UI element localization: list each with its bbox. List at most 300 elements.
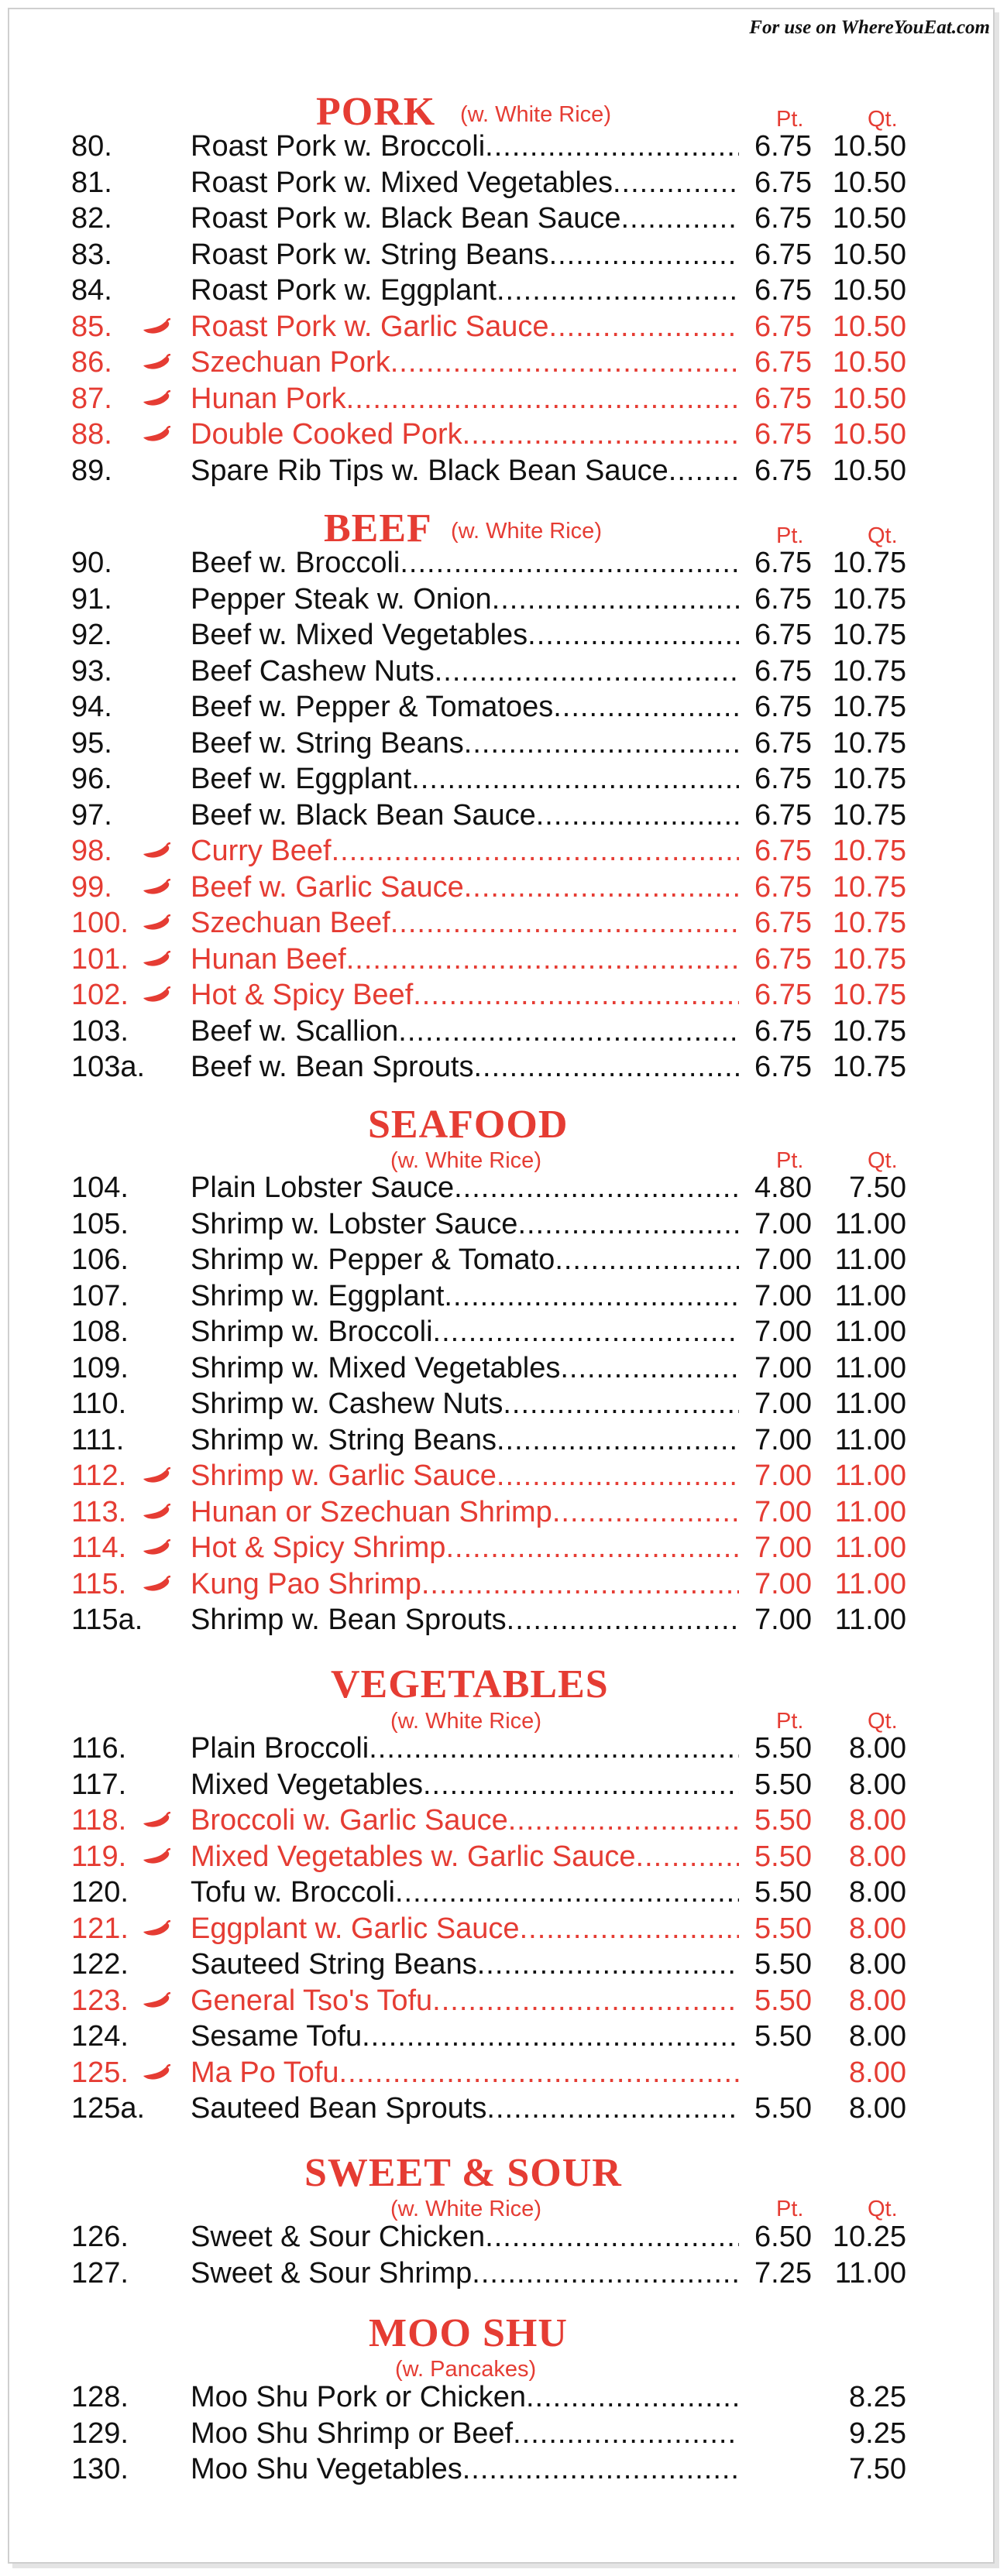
item-name-leader bbox=[191, 761, 739, 797]
section-title: VEGETABLES bbox=[331, 1662, 609, 1706]
price-quart: 8.00 bbox=[849, 2020, 906, 2053]
price-quart: 8.00 bbox=[849, 1732, 906, 1765]
price-pint: 6.75 bbox=[754, 979, 812, 1011]
menu-item[interactable] bbox=[0, 1014, 1007, 1049]
item-name: Mixed Vegetables w. Garlic Sauce bbox=[191, 1840, 636, 1873]
item-number: 115a. bbox=[71, 1604, 143, 1636]
item-number: 80. bbox=[71, 130, 112, 163]
item-name: Shrimp w. Cashew Nuts bbox=[191, 1387, 504, 1420]
menu-item[interactable] bbox=[0, 833, 1007, 869]
price-quart: 10.50 bbox=[832, 310, 906, 343]
menu-item[interactable] bbox=[0, 942, 1007, 977]
price-pint: 5.50 bbox=[754, 1768, 812, 1801]
item-name: Shrimp w. String Beans bbox=[191, 1423, 497, 1456]
price-quart: 11.00 bbox=[834, 1532, 906, 1564]
menu-item[interactable] bbox=[0, 1602, 1007, 1638]
section-subtitle: (w. White Rice) bbox=[390, 1148, 541, 1173]
item-name: Eggplant w. Garlic Sauce bbox=[191, 1912, 520, 1945]
price-quart: 8.25 bbox=[849, 2381, 906, 2413]
price-pint: 7.00 bbox=[754, 1279, 812, 1312]
item-name-leader bbox=[191, 653, 739, 689]
price-quart: 11.00 bbox=[834, 1460, 906, 1492]
item-name-leader bbox=[191, 1314, 739, 1350]
price-pint: 7.00 bbox=[754, 1207, 812, 1240]
item-number: 125a. bbox=[71, 2092, 146, 2125]
chili-pepper-icon bbox=[142, 1920, 171, 1937]
menu-item[interactable] bbox=[0, 2091, 1007, 2126]
price-quart: 11.00 bbox=[834, 1351, 906, 1384]
item-number: 104. bbox=[71, 1171, 129, 1204]
price-quart: 10.50 bbox=[832, 418, 906, 451]
item-name: Shrimp w. Pepper & Tomato bbox=[191, 1243, 555, 1276]
item-name-leader bbox=[191, 1947, 739, 1982]
price-pint: 6.75 bbox=[754, 346, 812, 379]
price-quart: 10.75 bbox=[832, 979, 906, 1011]
price-quart: 10.75 bbox=[832, 726, 906, 760]
price-quart: 10.50 bbox=[832, 382, 906, 415]
menu-item[interactable] bbox=[0, 1566, 1007, 1602]
item-name-leader bbox=[191, 833, 739, 869]
item-name: Sesame Tofu bbox=[191, 2020, 363, 2053]
item-name: Pepper Steak w. Onion bbox=[191, 582, 492, 616]
item-number: 87. bbox=[71, 382, 112, 415]
item-name: Beef w. Black Bean Sauce bbox=[191, 798, 536, 832]
price-pint: 6.75 bbox=[754, 942, 812, 976]
item-name-leader bbox=[191, 273, 739, 308]
price-pint: 6.75 bbox=[754, 382, 812, 415]
price-quart: 8.00 bbox=[849, 1876, 906, 1909]
item-name-leader bbox=[191, 1875, 739, 1910]
item-number: 98. bbox=[71, 835, 112, 867]
item-name-leader bbox=[191, 345, 739, 380]
column-header-pint: Pt. bbox=[776, 1148, 804, 1173]
item-name-leader bbox=[191, 581, 739, 617]
price-pint: 7.00 bbox=[754, 1495, 812, 1528]
item-number: 94. bbox=[71, 691, 112, 723]
menu-item[interactable] bbox=[0, 725, 1007, 761]
price-pint: 6.75 bbox=[754, 238, 812, 271]
item-number: 114. bbox=[71, 1532, 127, 1564]
item-number: 116. bbox=[71, 1732, 127, 1765]
item-name: Szechuan Beef bbox=[191, 907, 390, 939]
column-header-quart: Qt. bbox=[868, 523, 898, 548]
menu-item[interactable] bbox=[0, 201, 1007, 236]
menu-item[interactable] bbox=[0, 1839, 1007, 1875]
section-subtitle: (w. White Rice) bbox=[390, 1709, 541, 1734]
chili-pepper-icon bbox=[142, 951, 171, 968]
item-name: Hot & Spicy Shrimp bbox=[191, 1532, 446, 1564]
item-number: 118. bbox=[71, 1804, 127, 1837]
price-quart: 11.00 bbox=[834, 1387, 906, 1420]
item-name-leader bbox=[191, 201, 739, 236]
price-quart: 8.00 bbox=[849, 1840, 906, 1873]
price-pint: 5.50 bbox=[754, 1840, 812, 1873]
price-pint: 7.00 bbox=[754, 1315, 812, 1348]
item-name: Sauteed Bean Sprouts bbox=[191, 2092, 487, 2125]
price-quart: 11.00 bbox=[834, 1315, 906, 1348]
item-name-leader bbox=[191, 165, 739, 201]
price-quart: 7.50 bbox=[849, 1171, 906, 1204]
price-pint: 6.75 bbox=[754, 763, 812, 795]
item-name: Sweet & Sour Chicken bbox=[191, 2221, 486, 2253]
menu-item[interactable] bbox=[0, 165, 1007, 201]
price-pint: 6.75 bbox=[754, 582, 812, 616]
price-pint: 5.50 bbox=[754, 1804, 812, 1837]
item-name: Beef Cashew Nuts bbox=[191, 654, 435, 688]
item-number: 88. bbox=[71, 418, 112, 451]
price-pint: 6.50 bbox=[754, 2221, 812, 2253]
price-quart: 10.75 bbox=[832, 907, 906, 939]
item-name-leader bbox=[191, 2219, 739, 2255]
price-pint: 7.00 bbox=[754, 1532, 812, 1564]
menu-item[interactable] bbox=[0, 2055, 1007, 2091]
item-name: Roast Pork w. Garlic Sauce bbox=[191, 310, 549, 343]
item-name: Hunan Beef bbox=[191, 942, 346, 976]
menu-item[interactable] bbox=[0, 2416, 1007, 2451]
menu-item[interactable] bbox=[0, 345, 1007, 380]
item-name-leader bbox=[191, 725, 739, 761]
item-name-leader bbox=[191, 689, 739, 725]
item-number: 100. bbox=[71, 907, 129, 939]
menu-item[interactable] bbox=[0, 581, 1007, 617]
price-quart: 11.00 bbox=[834, 1423, 906, 1456]
item-name-leader bbox=[191, 1983, 739, 2019]
item-name: Shrimp w. Lobster Sauce bbox=[191, 1207, 518, 1240]
item-number: 111. bbox=[71, 1423, 125, 1456]
price-pint: 6.75 bbox=[754, 726, 812, 760]
price-pint: 7.00 bbox=[754, 1567, 812, 1600]
item-name: Szechuan Pork bbox=[191, 346, 390, 379]
price-quart: 8.00 bbox=[849, 1804, 906, 1837]
menu-item[interactable] bbox=[0, 273, 1007, 308]
column-header-pint: Pt. bbox=[776, 2197, 804, 2221]
item-name-leader bbox=[191, 129, 739, 164]
menu-item[interactable] bbox=[0, 381, 1007, 417]
column-header-quart: Qt. bbox=[868, 107, 898, 132]
menu-item[interactable] bbox=[0, 1314, 1007, 1350]
item-number: 113. bbox=[71, 1495, 127, 1528]
item-number: 109. bbox=[71, 1351, 129, 1384]
chili-pepper-icon bbox=[142, 426, 171, 443]
item-name: Double Cooked Pork bbox=[191, 418, 462, 451]
price-pint: 5.50 bbox=[754, 2020, 812, 2053]
menu-item[interactable] bbox=[0, 453, 1007, 489]
chili-pepper-icon bbox=[142, 2064, 171, 2081]
menu-item[interactable] bbox=[0, 1242, 1007, 1278]
menu-item[interactable] bbox=[0, 1875, 1007, 1910]
item-name: Roast Pork w. Black Bean Sauce bbox=[191, 202, 621, 235]
price-quart: 10.75 bbox=[832, 619, 906, 651]
price-pint: 6.75 bbox=[754, 654, 812, 688]
menu-item[interactable] bbox=[0, 545, 1007, 581]
price-quart: 10.50 bbox=[832, 346, 906, 379]
menu-item[interactable] bbox=[0, 417, 1007, 452]
price-quart: 10.75 bbox=[832, 1014, 906, 1048]
item-number: 85. bbox=[71, 310, 112, 343]
price-pint: 6.75 bbox=[754, 166, 812, 199]
menu-item[interactable] bbox=[0, 761, 1007, 797]
menu-item[interactable] bbox=[0, 1803, 1007, 1838]
item-name: Roast Pork w. Eggplant bbox=[191, 274, 497, 307]
menu-item[interactable] bbox=[0, 1206, 1007, 1242]
item-number: 124. bbox=[71, 2020, 129, 2053]
column-header-pint: Pt. bbox=[776, 107, 804, 132]
chili-pepper-icon bbox=[142, 914, 171, 931]
price-pint: 7.00 bbox=[754, 1351, 812, 1384]
price-pint: 7.00 bbox=[754, 1604, 812, 1636]
menu-item[interactable] bbox=[0, 309, 1007, 345]
price-quart: 10.50 bbox=[832, 130, 906, 163]
price-pint: 5.50 bbox=[754, 1948, 812, 1981]
price-pint: 6.75 bbox=[754, 202, 812, 235]
price-quart: 11.00 bbox=[834, 1567, 906, 1600]
price-quart: 11.00 bbox=[834, 2256, 906, 2290]
item-name: Beef w. String Beans bbox=[191, 726, 464, 760]
price-pint: 6.75 bbox=[754, 454, 812, 487]
menu-item[interactable] bbox=[0, 870, 1007, 905]
price-quart: 11.00 bbox=[834, 1495, 906, 1528]
item-name: Beef w. Scallion bbox=[191, 1014, 399, 1048]
price-quart: 10.50 bbox=[832, 274, 906, 307]
menu-item[interactable] bbox=[0, 1170, 1007, 1206]
chili-pepper-icon bbox=[142, 1848, 171, 1865]
price-pint: 6.75 bbox=[754, 130, 812, 163]
menu-item[interactable] bbox=[0, 689, 1007, 725]
price-quart: 10.50 bbox=[832, 454, 906, 487]
item-name-leader bbox=[191, 905, 739, 941]
item-name-leader bbox=[191, 1386, 739, 1422]
menu-item[interactable] bbox=[0, 2219, 1007, 2255]
item-number: 106. bbox=[71, 1243, 129, 1276]
item-number: 112. bbox=[71, 1460, 127, 1492]
price-pint: 6.75 bbox=[754, 907, 812, 939]
item-number: 103a. bbox=[71, 1051, 146, 1083]
menu-item[interactable] bbox=[0, 1494, 1007, 1530]
price-quart: 8.00 bbox=[849, 1768, 906, 1801]
menu-item[interactable] bbox=[0, 1350, 1007, 1386]
price-pint: 6.75 bbox=[754, 798, 812, 832]
chili-pepper-icon bbox=[142, 986, 171, 1003]
item-name: Sweet & Sour Shrimp bbox=[191, 2256, 473, 2290]
section-subtitle: (w. White Rice) bbox=[390, 2197, 541, 2221]
item-name-leader bbox=[191, 2416, 739, 2451]
menu-item[interactable] bbox=[0, 1278, 1007, 1314]
item-name-leader bbox=[191, 870, 739, 905]
item-name-leader bbox=[191, 1422, 739, 1458]
menu-item[interactable] bbox=[0, 1911, 1007, 1947]
menu-item[interactable] bbox=[0, 1767, 1007, 1803]
price-quart: 10.50 bbox=[832, 166, 906, 199]
menu-item[interactable] bbox=[0, 1049, 1007, 1085]
price-pint: 6.75 bbox=[754, 418, 812, 451]
price-quart: 10.75 bbox=[832, 798, 906, 832]
price-pint: 6.75 bbox=[754, 1051, 812, 1083]
menu-item[interactable] bbox=[0, 2451, 1007, 2487]
menu-item[interactable] bbox=[0, 1530, 1007, 1566]
price-pint: 6.75 bbox=[754, 619, 812, 651]
section-subtitle: (w. Pancakes) bbox=[395, 2357, 537, 2382]
menu-item[interactable] bbox=[0, 797, 1007, 833]
item-name: Beef w. Mixed Vegetables bbox=[191, 619, 528, 651]
item-number: 97. bbox=[71, 798, 112, 832]
item-name-leader bbox=[191, 1206, 739, 1242]
column-header-pint: Pt. bbox=[776, 523, 804, 548]
chili-pepper-icon bbox=[142, 879, 171, 896]
price-pint: 6.75 bbox=[754, 835, 812, 867]
item-number: 89. bbox=[71, 454, 112, 487]
price-quart: 8.00 bbox=[849, 2092, 906, 2125]
section-subtitle: (w. White Rice) bbox=[451, 519, 602, 544]
item-name: Roast Pork w. Mixed Vegetables bbox=[191, 166, 613, 199]
price-quart: 10.75 bbox=[832, 691, 906, 723]
item-number: 83. bbox=[71, 238, 112, 271]
price-pint: 6.75 bbox=[754, 691, 812, 723]
item-name-leader bbox=[191, 1458, 739, 1494]
item-name-leader bbox=[191, 1911, 739, 1947]
item-number: 84. bbox=[71, 274, 112, 307]
menu-item[interactable] bbox=[0, 2379, 1007, 2415]
item-name-leader bbox=[191, 381, 739, 417]
item-name-leader bbox=[191, 1014, 739, 1049]
menu-item[interactable] bbox=[0, 977, 1007, 1013]
chili-pepper-icon bbox=[142, 842, 171, 859]
item-number: 120. bbox=[71, 1876, 129, 1909]
price-pint: 6.75 bbox=[754, 870, 812, 904]
item-number: 91. bbox=[71, 582, 112, 616]
menu-item[interactable] bbox=[0, 237, 1007, 273]
item-name-leader bbox=[191, 1767, 739, 1803]
item-number: 129. bbox=[71, 2417, 129, 2450]
item-number: 86. bbox=[71, 346, 112, 379]
price-quart: 10.75 bbox=[832, 763, 906, 795]
section-title: MOO SHU bbox=[369, 2311, 568, 2355]
price-quart: 10.75 bbox=[832, 1051, 906, 1083]
chili-pepper-icon bbox=[142, 318, 171, 335]
price-quart: 8.00 bbox=[849, 1912, 906, 1945]
chili-pepper-icon bbox=[142, 354, 171, 371]
item-name: Beef w. Bean Sprouts bbox=[191, 1051, 474, 1083]
chili-pepper-icon bbox=[142, 390, 171, 407]
price-quart: 10.75 bbox=[832, 870, 906, 904]
section-title: SEAFOOD bbox=[368, 1103, 569, 1147]
price-quart: 10.75 bbox=[832, 654, 906, 688]
item-name-leader bbox=[191, 942, 739, 977]
item-number: 93. bbox=[71, 654, 112, 688]
price-quart: 11.00 bbox=[834, 1207, 906, 1240]
item-name: Tofu w. Broccoli bbox=[191, 1876, 395, 1909]
item-number: 130. bbox=[71, 2453, 129, 2485]
item-name: Moo Shu Shrimp or Beef bbox=[191, 2417, 514, 2450]
item-name-leader bbox=[191, 1242, 739, 1278]
item-name-leader bbox=[191, 977, 739, 1013]
menu-item[interactable] bbox=[0, 1730, 1007, 1766]
price-quart: 11.00 bbox=[834, 1243, 906, 1276]
price-quart: 10.50 bbox=[832, 238, 906, 271]
item-name-leader bbox=[191, 797, 739, 833]
item-name: Shrimp w. Mixed Vegetables bbox=[191, 1351, 561, 1384]
item-name-leader bbox=[191, 2091, 739, 2126]
item-name: Spare Rib Tips w. Black Bean Sauce bbox=[191, 454, 668, 487]
price-quart: 10.75 bbox=[832, 835, 906, 867]
price-pint: 7.00 bbox=[754, 1387, 812, 1420]
item-number: 90. bbox=[71, 547, 112, 579]
item-name: General Tso's Tofu bbox=[191, 1984, 433, 2017]
item-number: 101. bbox=[71, 942, 129, 976]
item-name-leader bbox=[191, 2255, 739, 2291]
item-name-leader bbox=[191, 1602, 739, 1638]
price-quart: 10.75 bbox=[832, 582, 906, 616]
column-header-quart: Qt. bbox=[868, 2197, 898, 2221]
item-name: Moo Shu Pork or Chicken bbox=[191, 2381, 526, 2413]
item-name-leader bbox=[191, 1803, 739, 1838]
price-pint: 6.75 bbox=[754, 1014, 812, 1048]
item-name-leader bbox=[191, 2019, 739, 2054]
menu-item[interactable] bbox=[0, 1422, 1007, 1458]
item-number: 82. bbox=[71, 202, 112, 235]
item-name-leader bbox=[191, 309, 739, 345]
item-name-leader bbox=[191, 2055, 739, 2091]
item-number: 122. bbox=[71, 1948, 129, 1981]
item-name: Shrimp w. Garlic Sauce bbox=[191, 1460, 497, 1492]
menu-item[interactable] bbox=[0, 129, 1007, 164]
price-pint: 5.50 bbox=[754, 1732, 812, 1765]
item-name-leader bbox=[191, 1350, 739, 1386]
section-title: PORK bbox=[316, 90, 436, 134]
section-subtitle: (w. White Rice) bbox=[460, 102, 611, 127]
item-name: Plain Broccoli bbox=[191, 1732, 369, 1765]
column-header-quart: Qt. bbox=[868, 1709, 898, 1734]
column-header-pint: Pt. bbox=[776, 1709, 804, 1734]
price-quart: 11.00 bbox=[834, 1604, 906, 1636]
menu-item[interactable] bbox=[0, 2255, 1007, 2291]
menu-item[interactable] bbox=[0, 2019, 1007, 2054]
menu-item[interactable] bbox=[0, 1983, 1007, 2019]
item-number: 107. bbox=[71, 1279, 129, 1312]
section-title: BEEF bbox=[324, 506, 432, 551]
item-name: Hunan Pork bbox=[191, 382, 346, 415]
item-name: Mixed Vegetables bbox=[191, 1768, 423, 1801]
menu-item[interactable] bbox=[0, 1458, 1007, 1494]
chili-pepper-icon bbox=[142, 1467, 171, 1484]
price-quart: 10.25 bbox=[832, 2221, 906, 2253]
item-name: Kung Pao Shrimp bbox=[191, 1567, 421, 1600]
price-pint: 6.75 bbox=[754, 274, 812, 307]
price-quart: 11.00 bbox=[834, 1279, 906, 1312]
price-quart: 10.50 bbox=[832, 202, 906, 235]
item-number: 95. bbox=[71, 726, 112, 760]
menu-item[interactable] bbox=[0, 905, 1007, 941]
item-name-leader bbox=[191, 237, 739, 273]
chili-pepper-icon bbox=[142, 1539, 171, 1556]
section-title: SWEET & SOUR bbox=[304, 2151, 622, 2195]
item-number: 108. bbox=[71, 1315, 129, 1348]
menu-item[interactable] bbox=[0, 1386, 1007, 1422]
item-name: Roast Pork w. Broccoli bbox=[191, 130, 486, 163]
item-number: 128. bbox=[71, 2381, 129, 2413]
item-name-leader bbox=[191, 2451, 739, 2487]
item-number: 96. bbox=[71, 763, 112, 795]
price-pint: 5.50 bbox=[754, 1876, 812, 1909]
menu-item[interactable] bbox=[0, 617, 1007, 653]
item-name-leader bbox=[191, 453, 739, 489]
item-number: 126. bbox=[71, 2221, 129, 2253]
item-name: Shrimp w. Broccoli bbox=[191, 1315, 433, 1348]
chili-pepper-icon bbox=[142, 1812, 171, 1829]
menu-item[interactable] bbox=[0, 1947, 1007, 1982]
menu-item[interactable] bbox=[0, 653, 1007, 689]
item-name: Beef w. Garlic Sauce bbox=[191, 870, 464, 904]
item-number: 117. bbox=[71, 1768, 127, 1801]
